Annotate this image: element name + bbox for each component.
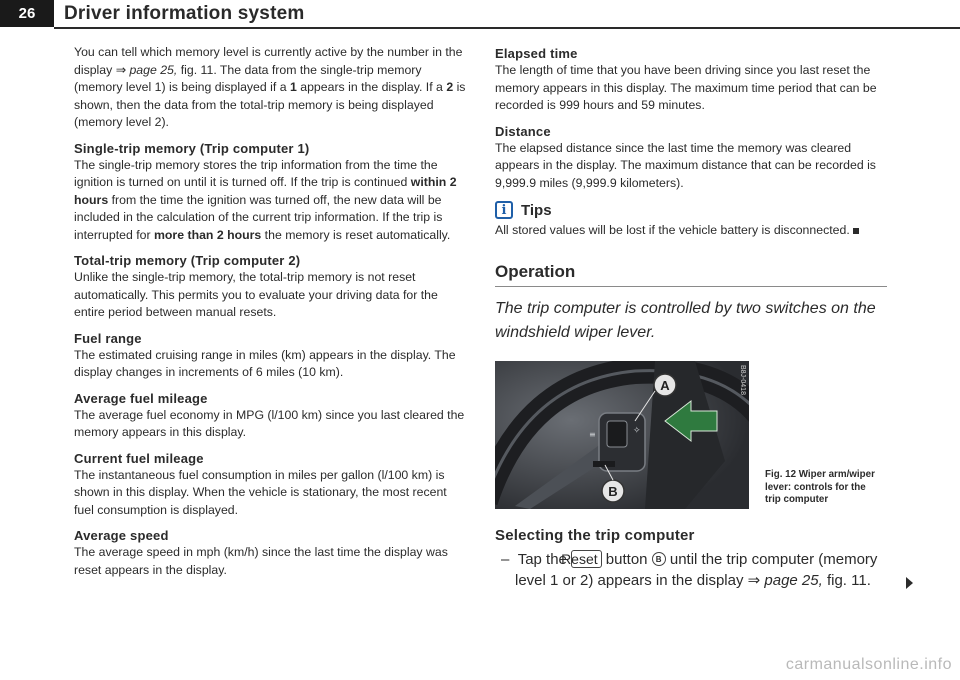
page-link[interactable]: page 25, [129, 62, 178, 77]
tips-text: All stored values will be lost if the vehicle battery is disconnected. [495, 222, 887, 240]
heading-current-fuel: Current fuel mileage [74, 450, 204, 466]
xref-arrow-icon: ⇒ [747, 571, 765, 589]
tips-label: Tips [521, 201, 552, 219]
operation-intro: The trip computer is controlled by two switches on the windshield wiper lever. [495, 299, 876, 341]
button-b-icon: B [652, 552, 666, 566]
heading-total-trip: Total-trip memory (Trip computer 2) [74, 253, 301, 268]
average-fuel-text: The average fuel economy in MPG (l/100 km) since you last cleared the memory appears in this display. [74, 407, 465, 439]
single-trip-text: The single-trip memory stores the trip information from the time the ignition is turned on until it is turned off. If the trip is continued within 2 hours from the time the ignition was turned off, the new data will be included in the calculation of the current trip information. If the trip is interrupted for more than 2 hours the memory is reset automatically. [74, 157, 457, 242]
figure-code: B8J-0418 [739, 364, 746, 395]
left-column [74, 44, 466, 588]
header-rule [54, 27, 960, 29]
watermark: carmanualsonline.info [785, 656, 952, 673]
xref-arrow-icon: ⇒ [115, 62, 130, 77]
figure-caption: Fig. 12 Wiper arm/wiper lever: controls for the trip computer [765, 469, 875, 505]
reset-key-icon: Reset [571, 550, 602, 568]
intro-paragraph: You can tell which memory level is currently active by the number in the display ⇒ page 25, fig. 11. The data from the single-trip memory (memory level 1) is being displayed if a 1 appears in the display. If a 2 is shown, then the data from the total-trip memory is being displayed (memory level 2). [74, 45, 466, 129]
heading-single-trip: Single-trip memory (Trip computer 1) [74, 140, 310, 156]
end-of-section-icon [853, 228, 859, 234]
figure-row [495, 361, 887, 509]
distance-text: The elapsed distance since the last time the memory was cleared appears in the display. The maximum distance that can be recorded is 9,999.9 miles (9,999.9 kilometers). [495, 140, 876, 190]
average-speed-text: The average speed in mph (km/h) since the last time the display was reset appears in the display. [74, 545, 448, 577]
right-column [495, 44, 887, 591]
heading-fuel-range: Fuel range [74, 330, 142, 346]
heading-distance: Distance [495, 123, 551, 139]
continue-arrow-icon [906, 577, 913, 589]
step-select-trip-computer: – Tap the Reset button B until the trip computer (memory level 1 or 2) appears in the display ⇒ page 25, fig. 11. [495, 549, 905, 591]
figure-label-b: B [608, 483, 618, 499]
heading-selecting-trip-computer: Selecting the trip computer [495, 526, 695, 544]
figure-label-a: A [660, 377, 670, 393]
heading-average-speed: Average speed [74, 528, 169, 543]
svg-text:✧: ✧ [633, 425, 641, 436]
current-fuel-text: The instantaneous fuel consumption in miles per gallon (l/100 km) is shown in this display. When the vehicle is stationary, the most recent fuel consumption is displayed. [74, 467, 447, 517]
page-header-title: Driver information system [64, 3, 305, 24]
heading-elapsed-time: Elapsed time [495, 46, 578, 61]
page-number: 26 [0, 0, 54, 27]
page-link[interactable]: page 25, [764, 571, 823, 589]
wiper-lever-illustration [495, 361, 749, 509]
info-icon: i [495, 201, 513, 219]
fuel-range-text: The estimated cruising range in miles (km) appears in the display. The display changes in increments of 6 miles (10 km). [74, 347, 456, 379]
tips-header [495, 201, 887, 219]
svg-text:≡: ≡ [589, 429, 596, 439]
wiper-lever-figure [495, 361, 749, 509]
section-title-operation: Operation [495, 262, 887, 287]
elapsed-time-text: The length of time that you have been driving since you last reset the memory appears in this display. The maximum time period that can be recorded is 999 hours and 59 minutes. [495, 63, 877, 112]
total-trip-text: Unlike the single-trip memory, the total-trip memory is not reset automatically. This permits you to evaluate your driving data for the entire period between manual resets. [74, 270, 438, 319]
heading-average-fuel: Average fuel mileage [74, 390, 208, 406]
